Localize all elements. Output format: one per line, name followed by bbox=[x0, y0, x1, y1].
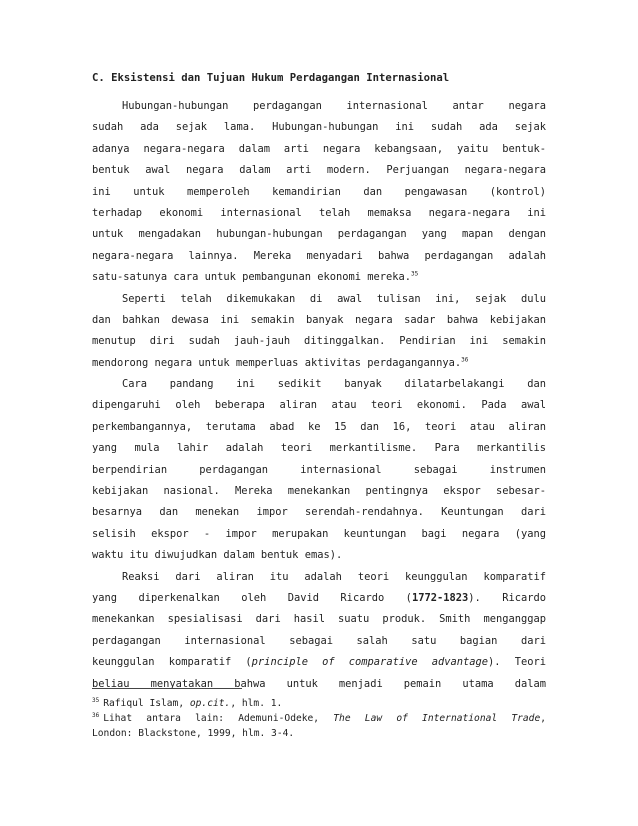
text-line: dan bahkan dewasa ini semakin banyak negara sadar bahwa kebijakan bbox=[92, 313, 546, 326]
text-line: adanya negara-negara dalam arti negara kebangsaan, yaitu bentuk- bbox=[92, 142, 546, 155]
text-line: beliau menyatakan bahwa untuk menjadi pemain utama dalam bbox=[92, 677, 546, 690]
text-line: terhadap ekonomi internasional telah memaksa negara-negara ini bbox=[92, 206, 546, 219]
footnote-36 bbox=[92, 711, 546, 726]
text-segment: yang diperkenalkan oleh David Ricardo ( bbox=[92, 591, 412, 604]
footnote-ref-35[interactable]: 35 bbox=[411, 270, 419, 278]
text-line: menutup diri sudah jauh-jauh ditinggalkan. Pendirian ini semakin bbox=[92, 335, 546, 348]
paragraph-3 bbox=[92, 374, 546, 567]
text-line: yang mula lahir adalah teori merkantilisme. Para merkantilis bbox=[92, 442, 546, 455]
text-line: sudah ada sejak lama. Hubungan-hubungan ini sudah ada sejak bbox=[92, 121, 546, 134]
paragraph-1 bbox=[92, 96, 546, 289]
footnote-number: 36 bbox=[92, 711, 100, 719]
text-line-content: satu-satunya cara untuk pembangunan ekonomi mereka. bbox=[92, 271, 412, 284]
footnotes bbox=[92, 696, 546, 741]
text-line: negara-negara lainnya. Mereka menyadari bahwa perdagangan adalah bbox=[92, 249, 546, 262]
footnote-text: , bbox=[540, 713, 546, 724]
text-line bbox=[92, 267, 546, 288]
text-line: Reaksi dari aliran itu adalah teori keunggulan komparatif bbox=[122, 570, 546, 583]
text-line: waktu itu diwujudkan dalam bentuk emas). bbox=[92, 549, 343, 562]
footnote-35 bbox=[92, 696, 546, 711]
text-line bbox=[92, 652, 546, 673]
text-line: untuk mengadakan hubungan-hubungan perdagangan yang mapan dengan bbox=[92, 228, 546, 241]
text-line: berpendirian perdagangan internasional sebagai instrumen bbox=[92, 463, 546, 476]
text-line: perdagangan internasional sebagai salah satu bagian dari bbox=[92, 634, 546, 647]
paragraph-2 bbox=[92, 289, 546, 375]
text-line bbox=[92, 353, 546, 374]
section-heading: C. Eksistensi dan Tujuan Hukum Perdagangan Internasional bbox=[92, 72, 450, 84]
text-line: kebijakan nasional. Mereka menekankan pentingnya ekspor sebesar- bbox=[92, 485, 546, 498]
text-line: selisih ekspor - impor merupakan keuntungan bagi negara (yang bbox=[92, 527, 546, 540]
footnote-36-line2: London: Blackstone, 1999, hlm. 3-4. bbox=[92, 728, 295, 739]
text-line: Hubungan-hubungan perdagangan internasional antar negara bbox=[122, 100, 546, 112]
footnote-italic: op.cit. bbox=[189, 698, 231, 709]
footnote-text: Lihat antara lain: Ademuni-Odeke, bbox=[103, 713, 334, 724]
body-text bbox=[92, 96, 546, 695]
text-line: besarnya dan menekan impor serendah-rendahnya. Keuntungan dari bbox=[92, 506, 546, 519]
text-line-content: mendorong negara untuk memperluas aktivitas perdagangannya. bbox=[92, 356, 462, 369]
italic-term: principle of comparative advantage bbox=[251, 656, 489, 669]
text-segment: keunggulan komparatif ( bbox=[92, 656, 252, 669]
text-line: ini untuk memperoleh kemandirian dan pengawasan (kontrol) bbox=[92, 185, 546, 198]
text-line: Seperti telah dikemukakan di awal tulisan ini, sejak dulu bbox=[122, 292, 546, 305]
text-line: bentuk awal negara dalam arti modern. Perjuangan negara-negara bbox=[92, 164, 546, 177]
text-line bbox=[92, 588, 546, 609]
footnote-text: , hlm. 1. bbox=[230, 698, 283, 709]
footnote-divider bbox=[92, 688, 242, 689]
text-line: menekankan spesialisasi dari hasil suatu produk. Smith menganggap bbox=[92, 613, 546, 626]
footnote-ref-36[interactable]: 36 bbox=[461, 356, 469, 364]
ricardo-years: 1772-1823 bbox=[411, 591, 469, 604]
text-segment: ). Ricardo bbox=[468, 591, 546, 604]
footnote-number: 35 bbox=[92, 696, 100, 704]
text-segment: ). Teori bbox=[488, 656, 546, 669]
footnote-italic: The Law of International Trade bbox=[333, 713, 541, 724]
footnote-text: Rafiqul Islam, bbox=[103, 698, 190, 709]
text-line: Cara pandang ini sedikit banyak dilatarbelakangi dan bbox=[122, 378, 546, 391]
paragraph-4 bbox=[92, 567, 546, 695]
text-line: perkembangannya, terutama abad ke 15 dan 16, teori atau aliran bbox=[92, 420, 546, 433]
text-line: dipengaruhi oleh beberapa aliran atau teori ekonomi. Pada awal bbox=[92, 399, 546, 412]
